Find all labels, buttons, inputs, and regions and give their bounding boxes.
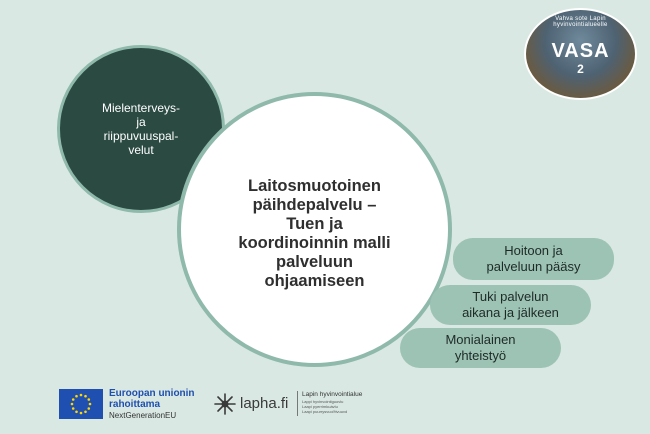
- pill-multiprofessional-cooperation: Monialainen yhteistyö: [400, 328, 561, 368]
- pill-access-to-care: Hoitoon ja palveluun pääsy: [453, 238, 614, 280]
- lapha-region-text: [302, 391, 382, 414]
- vasa-badge-arc-text: Vahva sote Lapin hyvinvointialueelle: [553, 16, 608, 28]
- main-title: Laitosmuotoinen päihdepalvelu – Tuen ja koordinoinnin malli palveluun ohjaamiseen: [238, 176, 391, 290]
- pill-support-during-after: Tuki palvelun aikana ja jälkeen: [430, 285, 591, 325]
- vasa-badge-number: 2: [577, 62, 584, 76]
- eu-sub-label: NextGenerationEU: [109, 411, 177, 420]
- eu-line-1: Euroopan unionin: [109, 388, 195, 399]
- eu-line-2: rahoittama: [109, 399, 161, 410]
- lapha-region-title: Lapin hyvinvointialue: [302, 391, 363, 398]
- vasa-badge-logo: [524, 8, 637, 100]
- eu-flag-icon: [59, 389, 103, 419]
- side-topic-label: Mielenterveys- ja riippuvuuspal- velut: [101, 101, 181, 157]
- lapha-site-name: lapha.fi: [240, 395, 289, 412]
- lapha-region-line: Laapi pyerrimkuávlu: [302, 404, 338, 409]
- vasa-badge-word: VASA: [551, 40, 610, 62]
- lapha-sun-icon: [211, 392, 239, 416]
- lapha-region-line: Laapi puurrysvuoi'ttvuuvd: [302, 409, 348, 414]
- main-topic-circle: [177, 92, 452, 367]
- lapha-region-line: Lappi hyvinvointiguovlu: [302, 399, 344, 404]
- lapha-divider: [297, 391, 298, 416]
